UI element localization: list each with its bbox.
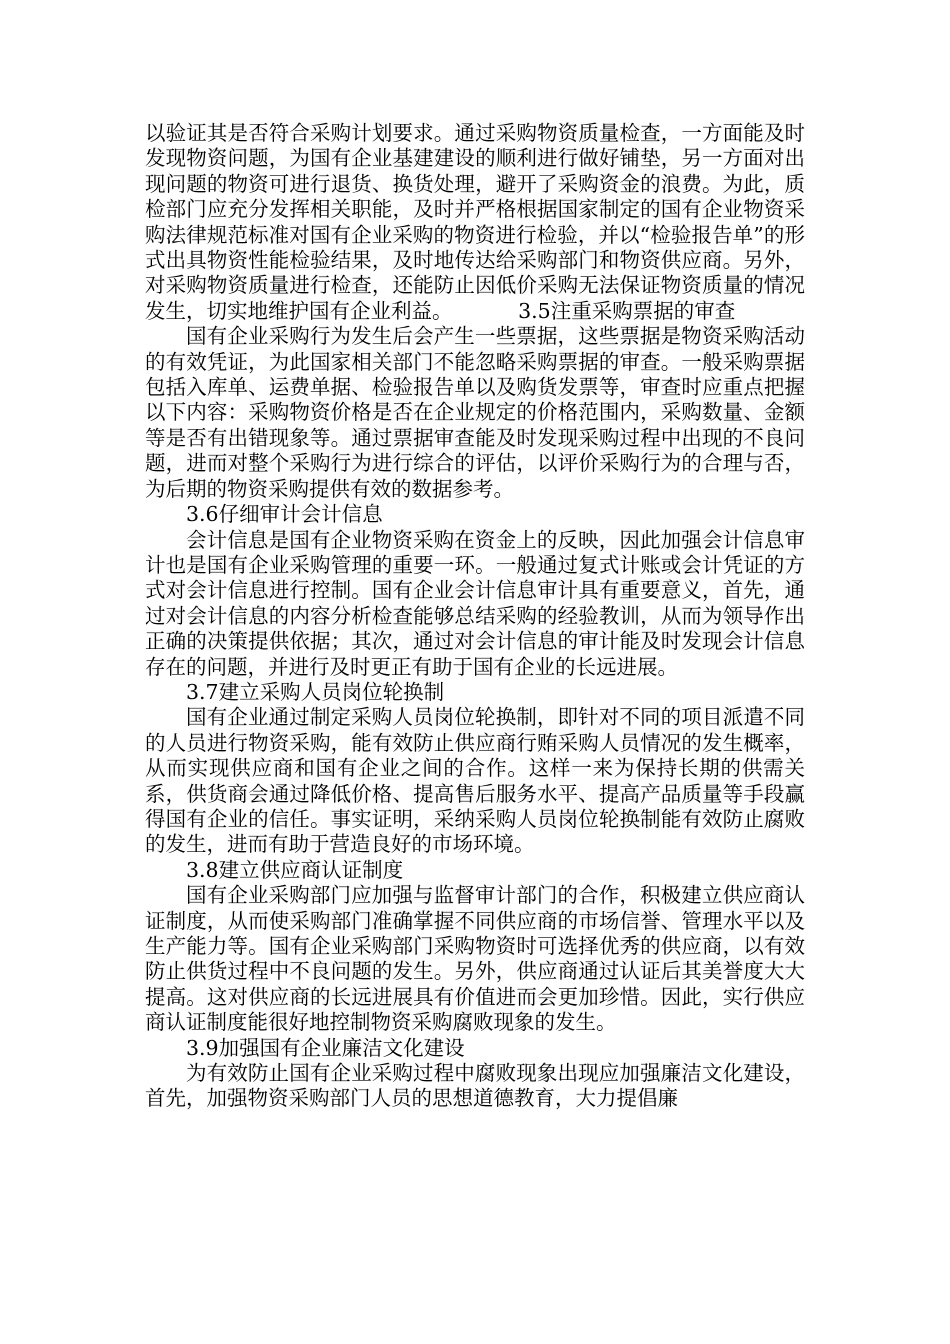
paragraph-integrity-culture: 为有效防止国有企业采购过程中腐败现象出现应加强廉洁文化建设，首先，加强物资采购部门人员的思想道德教育，大力提倡廉 bbox=[145, 1061, 805, 1111]
paragraph-job-rotation: 国有企业通过制定采购人员岗位轮换制，即针对不同的项目派遣不同的人员进行物资采购，能有效防止供应商行贿采购人员情况的发生概率，从而实现供应商和国有企业之间的合作。这样一来为保持长期的供需关系，供货商会通过降低价格、提高售后服务水平、提高产品质量等手段赢得国有企业的信任。事实证明，采纳采购人员岗位轮换制能有效防止腐败的发生，进而有助于营造良好的市场环境。 bbox=[145, 705, 805, 857]
paragraph-receipt-review: 国有企业采购行为发生后会产生一些票据，这些票据是物资采购活动的有效凭证，为此国家相关部门不能忽略采购票据的审查。一般采购票据包括入库单、运费单据、检验报告单以及购货发票等，审查时应重点把握以下内容：采购物资价格是否在企业规定的价格范围内，采购数量、金额等是否有出错现象等。通过票据审查能及时发现采购过程中出现的不良问题，进而对整个采购行为进行综合的评估，以评价采购行为的合理与否，为后期的物资采购提供有效的数据参考。 bbox=[145, 324, 805, 501]
heading-3-8: 3.8建立供应商认证制度 bbox=[186, 857, 404, 882]
heading-3-9: 3.9加强国有企业廉洁文化建设 bbox=[186, 1035, 465, 1060]
heading-3-6: 3.6仔细审计会计信息 bbox=[186, 502, 383, 527]
heading-3-5: 3.5注重采购票据的审查 bbox=[518, 298, 736, 323]
paragraph-quality-inspection-text: 以验证其是否符合采购计划要求。通过采购物资质量检查，一方面能及时发现物资问题，为国有企业基建建设的顺利进行做好铺垫，另一方面对出现问题的物资可进行退货、换货处理，避开了采购资金的浪费。为此，质检部门应充分发挥相关职能，及时并严格根据国家制定的国有企业物资采购法律规范标准对国有企业采购的物资进行检验，并以“检验报告单”的形式出具物资性能检验结果，及时地传达给采购部门和物资供应商。另外，对采购物资质量进行检查，还能防止因低价采购无法保证物资质量的情况发生，切实地维护国有企业利益。 bbox=[145, 121, 805, 323]
document-page bbox=[145, 121, 805, 1112]
paragraph-accounting-audit: 会计信息是国有企业物资采购在资金上的反映，因此加强会计信息审计也是国有企业采购管理的重要一环。一般通过复式计账或会计凭证的方式对会计信息进行控制。国有企业会计信息审计具有重要意义，首先，通过对会计信息的内容分析检查能够总结采购的经验教训，从而为领导作出正确的决策提供依据；其次，通过对会计信息的审计能及时发现会计信息存在的问题，并进行及时更正有助于国有企业的长远进展。 bbox=[145, 527, 805, 679]
paragraph-quality-inspection bbox=[145, 121, 805, 324]
paragraph-supplier-certification: 国有企业采购部门应加强与监督审计部门的合作，积极建立供应商认证制度，从而使采购部门准确掌握不同供应商的市场信誉、管理水平以及生产能力等。国有企业采购部门采购物资时可选择优秀的供应商，以有效防止供货过程中不良问题的发生。另外，供应商通过认证后其美誉度大大提高。这对供应商的长远进展具有价值进而会更加珍惜。因此，实行供应商认证制度能很好地控制物资采购腐败现象的发生。 bbox=[145, 883, 805, 1035]
heading-3-7: 3.7建立采购人员岗位轮换制 bbox=[186, 679, 445, 704]
